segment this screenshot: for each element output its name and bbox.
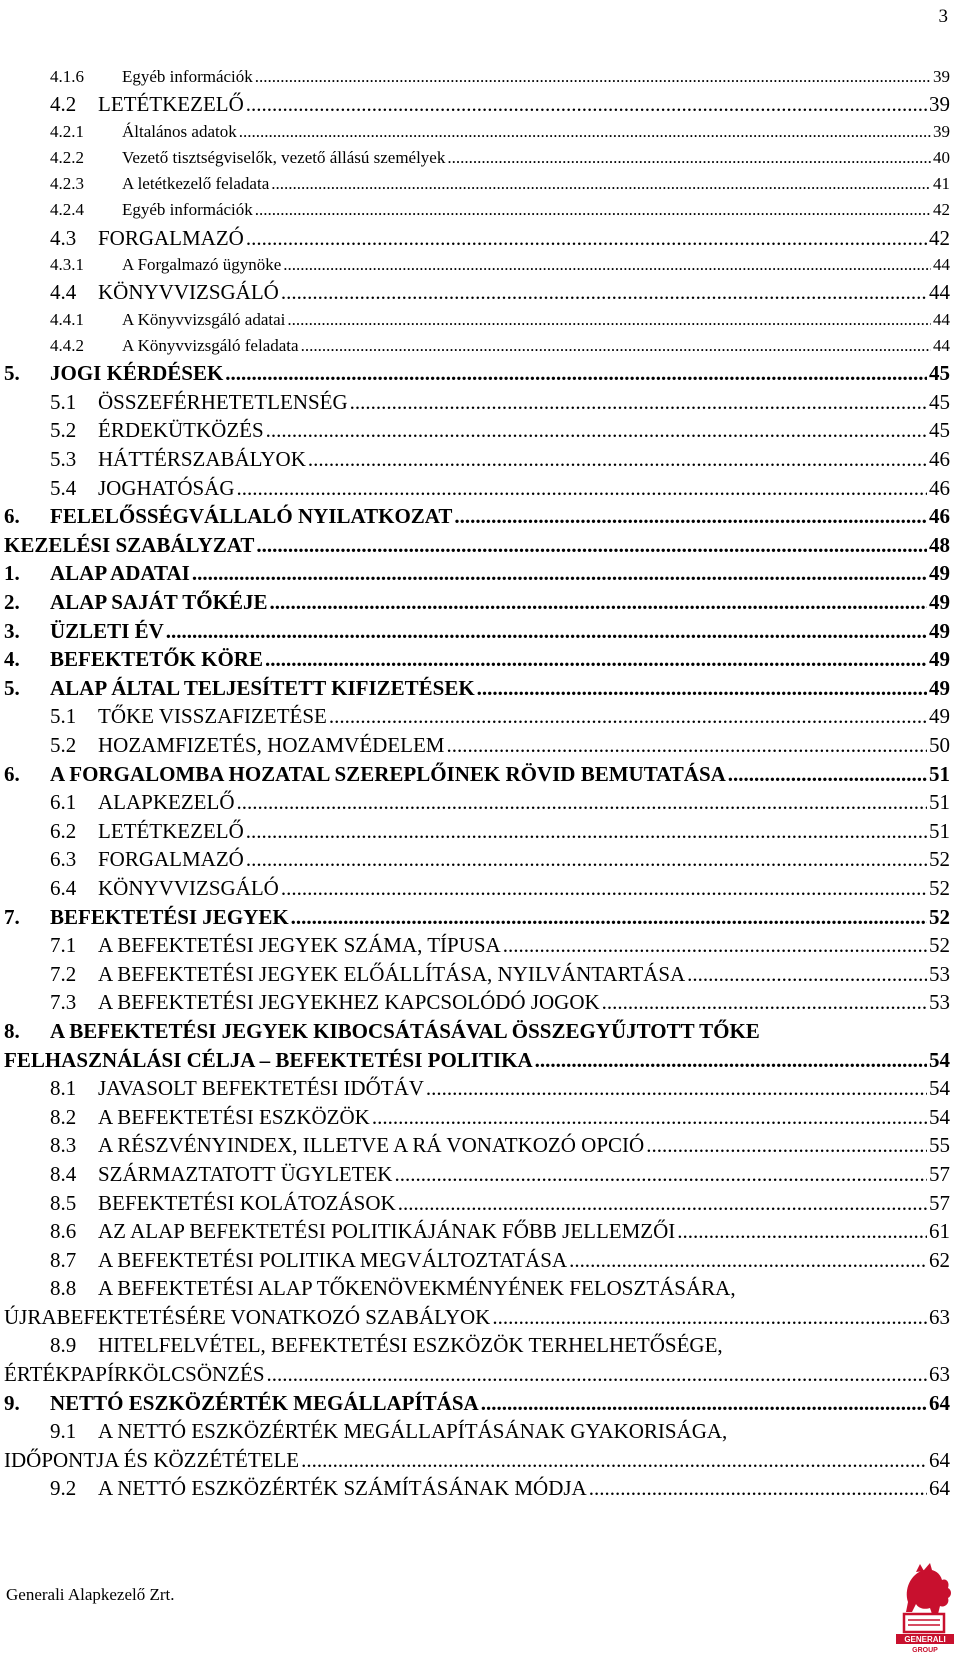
- toc-entry-number: 9.1: [50, 1419, 77, 1444]
- toc-entry[interactable]: [0, 416, 950, 445]
- toc-entry-page: 40: [933, 147, 950, 167]
- toc-entry[interactable]: [0, 645, 950, 674]
- toc-entry[interactable]: [0, 1074, 950, 1103]
- toc-dot-leader: [267, 1360, 927, 1389]
- toc-dot-leader: [446, 731, 927, 760]
- toc-entry-number: 4.2.4: [50, 200, 84, 220]
- toc-entry-number: 5.4: [50, 475, 77, 500]
- toc-entry-number: 7.1: [50, 933, 77, 958]
- toc-dot-leader: [308, 445, 927, 474]
- toc-entry-page: 39: [929, 92, 950, 117]
- toc-dot-leader: [256, 531, 927, 560]
- toc-entry[interactable]: [0, 333, 950, 359]
- toc-entry-title-continued: FELHASZNÁLÁSI CÉLJA – BEFEKTETÉSI POLITIKA: [4, 1047, 533, 1072]
- toc-entry-number: 9.: [4, 1390, 20, 1415]
- toc-entry-page: 46: [929, 475, 950, 500]
- toc-entry-page: 41: [933, 174, 950, 194]
- toc-entry-page: 49: [929, 561, 950, 586]
- toc-entry-title: A BEFEKTETÉSI JEGYEK ELŐÁLLÍTÁSA, NYILVÁNTARTÁSA: [98, 961, 686, 986]
- toc-entry-page: 57: [929, 1161, 950, 1186]
- toc-entry-title: A FORGALOMBA HOZATAL SZEREPLŐINEK RÖVID BEMUTATÁSA: [50, 761, 726, 786]
- toc-entry-page: 42: [933, 200, 950, 220]
- toc-entry-title: KÖNYVVIZSGÁLÓ: [98, 280, 279, 305]
- toc-entry-number: 5.3: [50, 447, 77, 472]
- toc-entry[interactable]: [0, 1189, 950, 1218]
- toc-entry[interactable]: [0, 731, 950, 760]
- toc-entry-title: JOGHATÓSÁG: [98, 475, 235, 500]
- toc-entry[interactable]: [0, 617, 950, 646]
- toc-entry-number: 8.5: [50, 1190, 77, 1215]
- toc-dot-leader: [265, 645, 927, 674]
- toc-entry-title: Vezető tisztségviselők, vezető állású személyek: [122, 147, 446, 167]
- toc-entry-title: Általános adatok: [122, 121, 237, 141]
- toc-entry-page: 42: [929, 225, 950, 250]
- toc-entry-number: 8.3: [50, 1133, 77, 1158]
- toc-entry-title: A Könyvvizsgáló adatai: [122, 309, 286, 329]
- toc-entry-title: BEFEKTETÉSI JEGYEK: [50, 904, 289, 929]
- toc-entry-number: 8.: [4, 1018, 20, 1043]
- toc-entry-title: ÉRDEKÜTKÖZÉS: [98, 418, 264, 443]
- toc-entry-title: FORGALMAZÓ: [98, 847, 244, 872]
- toc-entry[interactable]: [0, 817, 950, 846]
- toc-dot-leader: [255, 64, 931, 90]
- toc-entry-number: 6.2: [50, 818, 77, 843]
- toc-entry-title: BEFEKTETŐK KÖRE: [50, 647, 263, 672]
- toc-entry-title: A BEFEKTETÉSI ALAP TŐKENÖVEKMÉNYÉNEK FELOSZTÁSÁRA,: [98, 1276, 736, 1301]
- toc-entry-title: A BEFEKTETÉSI JEGYEK KIBOCSÁTÁSÁVAL ÖSSZEGYŰJTOTT TŐKE: [50, 1018, 760, 1043]
- toc-dot-leader: [266, 416, 927, 445]
- toc-entry[interactable]: [0, 960, 950, 989]
- toc-entry[interactable]: [0, 252, 950, 278]
- toc-entry-title: A BEFEKTETÉSI POLITIKA MEGVÁLTOZTATÁSA: [98, 1247, 568, 1272]
- toc-entry-page: 44: [929, 280, 950, 305]
- toc-entry-title: HÁTTÉRSZABÁLYOK: [98, 447, 306, 472]
- toc-dot-leader: [239, 119, 931, 145]
- toc-entry[interactable]: [0, 1017, 950, 1074]
- toc-dot-leader: [246, 90, 927, 119]
- table-of-contents: [0, 64, 950, 1503]
- toc-entry-number: 4.3.1: [50, 255, 84, 275]
- toc-entry-title: A BEFEKTETÉSI JEGYEKHEZ KAPCSOLÓDÓ JOGOK: [98, 990, 600, 1015]
- toc-entry[interactable]: [0, 359, 950, 388]
- toc-dot-leader: [394, 1160, 927, 1189]
- toc-entry-page: 45: [929, 389, 950, 414]
- toc-entry[interactable]: [0, 145, 950, 171]
- toc-entry[interactable]: [0, 502, 950, 531]
- toc-entry-number: 8.6: [50, 1219, 77, 1244]
- toc-entry-title: HITELFELVÉTEL, BEFEKTETÉSI ESZKÖZÖK TERHELHETŐSÉGE,: [98, 1333, 723, 1358]
- toc-dot-leader: [271, 171, 931, 197]
- toc-dot-leader: [589, 1474, 927, 1503]
- toc-entry-number: 4.4.1: [50, 309, 84, 329]
- toc-entry-title: SZÁRMAZTATOTT ÜGYLETEK: [98, 1161, 393, 1186]
- toc-entry[interactable]: [0, 760, 950, 789]
- toc-dot-leader: [225, 359, 927, 388]
- toc-entry-page: 39: [933, 121, 950, 141]
- toc-entry-page: 44: [933, 309, 950, 329]
- toc-dot-leader: [426, 1074, 927, 1103]
- toc-entry-title: A Könyvvizsgáló feladata: [122, 336, 299, 356]
- toc-entry[interactable]: [0, 278, 950, 307]
- toc-entry-title: Egyéb információk: [122, 67, 253, 86]
- toc-entry-page: 64: [929, 1476, 950, 1501]
- toc-entry-title: A letétkezelő feladata: [122, 174, 270, 194]
- toc-entry-page: 61: [929, 1219, 950, 1244]
- toc-dot-leader: [301, 333, 931, 359]
- toc-dot-leader: [677, 1217, 927, 1246]
- toc-entry-title: LETÉTKEZELŐ: [98, 818, 244, 843]
- toc-entry[interactable]: [0, 197, 950, 223]
- toc-dot-leader: [481, 1389, 927, 1418]
- toc-dot-leader: [246, 845, 927, 874]
- toc-dot-leader: [728, 760, 927, 789]
- toc-entry-page: 44: [933, 255, 950, 275]
- toc-entry-number: 7.2: [50, 961, 77, 986]
- toc-dot-leader: [269, 588, 927, 617]
- toc-entry-title: ALAP ADATAI: [50, 561, 190, 586]
- toc-entry[interactable]: [0, 874, 950, 903]
- toc-dot-leader: [454, 502, 927, 531]
- toc-entry-title: TŐKE VISSZAFIZETÉSE: [98, 704, 327, 729]
- toc-entry[interactable]: [0, 931, 950, 960]
- toc-dot-leader: [283, 252, 931, 278]
- toc-entry-number: 8.7: [50, 1247, 77, 1272]
- toc-entry[interactable]: [0, 845, 950, 874]
- toc-entry[interactable]: [0, 1217, 950, 1246]
- toc-entry[interactable]: [0, 1274, 950, 1331]
- toc-entry-title: A BEFEKTETÉSI ESZKÖZÖK: [98, 1104, 370, 1129]
- toc-entry-title: FELELŐSSÉGVÁLLALÓ NYILATKOZAT: [50, 504, 453, 529]
- toc-entry-number: 4.2: [50, 92, 77, 117]
- toc-entry-title: KÖNYVVIZSGÁLÓ: [98, 875, 279, 900]
- toc-dot-leader: [287, 307, 931, 333]
- toc-entry-page: 51: [929, 818, 950, 843]
- toc-entry-number: 4.2.3: [50, 174, 84, 194]
- toc-entry[interactable]: [0, 64, 950, 90]
- toc-dot-leader: [301, 1446, 927, 1475]
- toc-entry[interactable]: [0, 119, 950, 145]
- toc-entry-number: 9.2: [50, 1476, 77, 1501]
- toc-entry[interactable]: [0, 1389, 950, 1418]
- toc-entry-number: 6.: [4, 504, 20, 529]
- toc-entry-page: 51: [929, 761, 950, 786]
- toc-dot-leader: [492, 1303, 927, 1332]
- toc-dot-leader: [646, 1131, 927, 1160]
- toc-dot-leader: [192, 559, 927, 588]
- toc-entry-number: 3.: [4, 618, 20, 643]
- toc-entry-number: 7.: [4, 904, 20, 929]
- toc-entry-number: 7.3: [50, 990, 77, 1015]
- toc-entry-title: FORGALMAZÓ: [98, 225, 244, 250]
- toc-dot-leader: [329, 702, 927, 731]
- toc-entry-page: 53: [929, 961, 950, 986]
- toc-entry-title-continued: ÚJRABEFEKTETÉSÉRE VONATKOZÓ SZABÁLYOK: [4, 1304, 491, 1329]
- toc-entry-page: 64: [929, 1447, 950, 1472]
- toc-entry-number: 6.4: [50, 875, 77, 900]
- toc-dot-leader: [236, 788, 927, 817]
- toc-entry-number: 4.1.6: [50, 67, 84, 86]
- toc-entry-number: 5.1: [50, 704, 77, 729]
- toc-entry-title: A NETTÓ ESZKÖZÉRTÉK SZÁMÍTÁSÁNAK MÓDJA: [98, 1476, 587, 1501]
- toc-entry-number: 5.1: [50, 389, 77, 414]
- toc-entry-page: 46: [929, 504, 950, 529]
- logo-text: GENERALI: [904, 1635, 946, 1644]
- toc-entry-page: 55: [929, 1133, 950, 1158]
- toc-entry-number: 5.: [4, 361, 20, 386]
- toc-entry[interactable]: [0, 559, 950, 588]
- toc-entry[interactable]: [0, 90, 950, 119]
- toc-entry-page: 63: [929, 1304, 950, 1329]
- toc-entry-page: 52: [929, 875, 950, 900]
- toc-dot-leader: [687, 960, 927, 989]
- toc-entry-number: 6.1: [50, 790, 77, 815]
- toc-entry-page: 53: [929, 990, 950, 1015]
- toc-entry-page: 54: [929, 1047, 950, 1072]
- toc-entry[interactable]: [0, 1474, 950, 1503]
- toc-dot-leader: [255, 197, 931, 223]
- toc-entry-page: 39: [933, 67, 950, 86]
- toc-entry-title: ALAP ÁLTAL TELJESÍTETT KIFIZETÉSEK: [50, 675, 475, 700]
- toc-entry-title: JAVASOLT BEFEKTETÉSI IDŐTÁV: [98, 1076, 424, 1101]
- toc-entry-page: 64: [929, 1390, 950, 1415]
- toc-entry-page: 48: [929, 532, 950, 557]
- toc-entry[interactable]: [0, 1131, 950, 1160]
- toc-entry-number: 5.2: [50, 418, 77, 443]
- toc-entry-number: 4.2.1: [50, 121, 84, 141]
- toc-entry-page: 49: [929, 675, 950, 700]
- toc-entry-title: KEZELÉSI SZABÁLYZAT: [4, 532, 255, 557]
- logo-subtext: GROUP: [912, 1647, 938, 1654]
- toc-entry-title: A Forgalmazó ügynöke: [122, 255, 282, 275]
- toc-entry-title: HOZAMFIZETÉS, HOZAMVÉDELEM: [98, 733, 445, 757]
- toc-entry[interactable]: [0, 171, 950, 197]
- toc-entry-title: NETTÓ ESZKÖZÉRTÉK MEGÁLLAPÍTÁSA: [50, 1390, 479, 1415]
- toc-dot-leader: [246, 224, 927, 253]
- toc-entry-title: A NETTÓ ESZKÖZÉRTÉK MEGÁLLAPÍTÁSÁNAK GYAKORISÁGA,: [98, 1419, 728, 1444]
- toc-entry-number: 4.: [4, 647, 20, 672]
- toc-entry-title-continued: ÉRTÉKPAPÍRKÖLCSÖNZÉS: [4, 1362, 265, 1387]
- toc-dot-leader: [166, 617, 927, 646]
- toc-entry[interactable]: [0, 1246, 950, 1275]
- toc-entry[interactable]: [0, 788, 950, 817]
- toc-entry[interactable]: [0, 903, 950, 932]
- toc-dot-leader: [602, 988, 927, 1017]
- toc-entry-title: AZ ALAP BEFEKTETÉSI POLITIKÁJÁNAK FŐBB JELLEMZŐI: [98, 1219, 676, 1244]
- toc-dot-leader: [372, 1103, 927, 1132]
- toc-entry-number: 4.2.2: [50, 147, 84, 167]
- toc-entry[interactable]: [0, 474, 950, 503]
- toc-entry-page: 63: [929, 1362, 950, 1387]
- toc-entry[interactable]: [0, 588, 950, 617]
- toc-entry-title: Egyéb információk: [122, 200, 253, 220]
- toc-entry[interactable]: [0, 224, 950, 253]
- toc-entry-number: 6.3: [50, 847, 77, 872]
- toc-entry-number: 8.1: [50, 1076, 77, 1101]
- toc-entry-number: 8.9: [50, 1333, 77, 1358]
- toc-entry-title: A RÉSZVÉNYINDEX, ILLETVE A RÁ VONATKOZÓ OPCIÓ: [98, 1133, 645, 1158]
- toc-entry[interactable]: [0, 674, 950, 703]
- toc-dot-leader: [535, 1046, 927, 1075]
- toc-entry-page: 54: [929, 1104, 950, 1129]
- toc-entry-number: 4.3: [50, 225, 77, 250]
- toc-entry-title: ÜZLETI ÉV: [50, 618, 164, 643]
- toc-entry-number: 4.4.2: [50, 336, 84, 356]
- toc-entry-page: 52: [929, 847, 950, 872]
- toc-entry-title-continued: IDŐPONTJA ÉS KÖZZÉTÉTELE: [4, 1447, 300, 1472]
- toc-dot-leader: [503, 931, 927, 960]
- toc-entry[interactable]: [0, 445, 950, 474]
- toc-entry-page: 52: [929, 933, 950, 958]
- toc-dot-leader: [291, 903, 927, 932]
- toc-entry[interactable]: [0, 1103, 950, 1132]
- toc-entry-page: 49: [929, 647, 950, 672]
- toc-entry-number: 2.: [4, 590, 20, 615]
- footer-company-name: Generali Alapkezelő Zrt.: [6, 1585, 175, 1604]
- toc-entry-page: 44: [933, 336, 950, 356]
- toc-entry[interactable]: [0, 531, 950, 560]
- toc-entry-page: 45: [929, 418, 950, 443]
- toc-entry[interactable]: [0, 702, 950, 731]
- generali-lion-logo: [894, 1562, 956, 1654]
- toc-dot-leader: [447, 145, 931, 171]
- toc-entry-number: 6.: [4, 761, 20, 786]
- toc-dot-leader: [398, 1189, 927, 1218]
- toc-entry-number: 8.4: [50, 1161, 77, 1186]
- toc-entry-number: 5.: [4, 675, 20, 700]
- toc-entry[interactable]: [0, 1417, 950, 1474]
- toc-dot-leader: [246, 817, 927, 846]
- toc-entry-page: 46: [929, 447, 950, 472]
- toc-entry-title: BEFEKTETÉSI KOLÁTOZÁSOK: [98, 1190, 396, 1215]
- toc-entry-page: 57: [929, 1190, 950, 1215]
- toc-dot-leader: [569, 1246, 927, 1275]
- toc-entry[interactable]: [0, 388, 950, 417]
- toc-entry-number: 1.: [4, 561, 20, 586]
- toc-entry-page: 52: [929, 904, 950, 929]
- toc-dot-leader: [477, 674, 927, 703]
- toc-entry-page: 51: [929, 790, 950, 815]
- toc-entry[interactable]: [0, 1331, 950, 1388]
- toc-entry-title: ALAPKEZELŐ: [98, 790, 235, 815]
- toc-entry-page: 54: [929, 1076, 950, 1101]
- toc-entry[interactable]: [0, 1160, 950, 1189]
- toc-entry-page: 45: [929, 361, 950, 386]
- toc-entry-title: LETÉTKEZELŐ: [98, 92, 244, 117]
- toc-entry-number: 4.4: [50, 280, 77, 305]
- toc-entry-title: ÖSSZEFÉRHETETLENSÉG: [98, 389, 348, 414]
- toc-entry[interactable]: [0, 307, 950, 333]
- toc-entry-title: A BEFEKTETÉSI JEGYEK SZÁMA, TÍPUSA: [98, 933, 501, 958]
- toc-entry-page: 49: [929, 618, 950, 643]
- toc-entry-page: 50: [929, 733, 950, 757]
- toc-entry-page: 49: [929, 704, 950, 729]
- toc-entry-page: 62: [929, 1247, 950, 1272]
- toc-entry-page: 49: [929, 590, 950, 615]
- toc-entry-number: 5.2: [50, 733, 77, 757]
- toc-entry-title: ALAP SAJÁT TŐKÉJE: [50, 590, 268, 615]
- toc-entry-title: JOGI KÉRDÉSEK: [50, 361, 224, 386]
- page-number: 3: [938, 6, 948, 27]
- toc-entry-number: 8.8: [50, 1276, 77, 1301]
- toc-dot-leader: [350, 388, 927, 417]
- toc-dot-leader: [281, 278, 927, 307]
- toc-entry-number: 8.2: [50, 1104, 77, 1129]
- toc-entry[interactable]: [0, 988, 950, 1017]
- toc-dot-leader: [281, 874, 927, 903]
- toc-dot-leader: [237, 474, 927, 503]
